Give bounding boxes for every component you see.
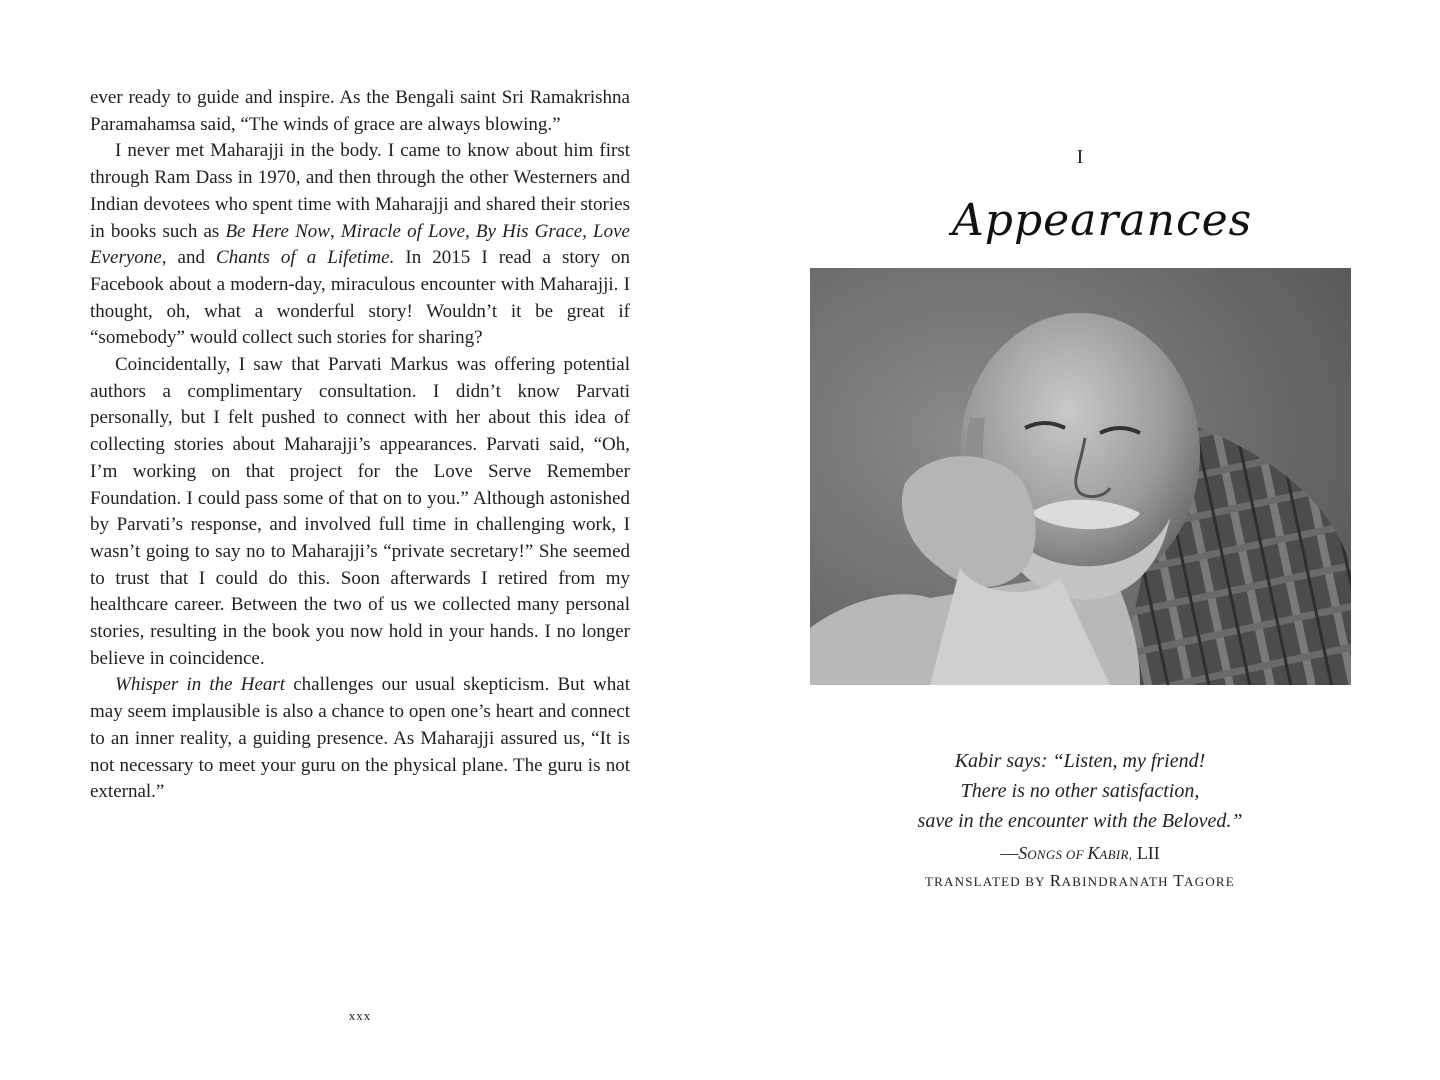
source-line: —SONGS OF KABIR, LII [1000,843,1160,863]
epigraph-line: There is no other satisfaction, [960,780,1200,802]
translator-line: TRANSLATED BY RABINDRANATH TAGORE [925,871,1235,890]
paragraph: Whisper in the Heart challenges our usual skepticism. But what may seem implausible is also a chance to open one’s heart and connect to an inner reality, a guiding presence. As Maharajji assured us, “It is not necessary to meet your guru on the physical plane. The guru is not external.” [90,674,630,803]
epigraph-line: save in the encounter with the Beloved.” [917,810,1243,832]
paragraph: ever ready to guide and inspire. As the Bengali saint Sri Ramakrishna Paramahamsa said, “The winds of grace are always blowing.” [90,87,630,135]
part-number: I [1076,146,1084,168]
epigraph-line: Kabir says: “Listen, my friend! [954,750,1206,772]
part-title-text: Appearances [952,195,1253,246]
epigraph-attribution [860,840,1300,895]
paragraph: Coincidentally, I saw that Parvati Markus was offering potential authors a complimentary consultation. I didn’t know Parvati personally, but I felt pushed to connect with her about this idea of collecting stories about Maharajji’s appearances. Parvati said, “Oh, I’m working on that project for the Love Serve Remember Foundation. I could pass some of that on to you.” Although astonished by Parvati’s response, and involved full time in challenging work, I wasn’t going to say no to Maharajji’s “private secretary!” She seemed to trust that I could do this. Soon afterwards I retired from my healthcare career. Between the two of us we collected many personal stories, resulting in the book you now hold in your hands. I no longer believe in coincidence. [90,354,630,669]
paragraph: I never met Maharajji in the body. I came to know about him first through Ram Dass in 1970, and then through the other Westerners and Indian devotees who spent time with Maharajji and shared their stories in books such as Be Here Now, Miracle of Love, By His Grace, Love Everyone, and Chants of a Lifetime. In 2015 I read a story on Facebook about a modern-day, miraculous encounter with Maharajji. I thought, oh, what a wonderful story! Wouldn’t it be great if “somebody” would collect such stories for sharing? [90,140,630,349]
portrait-photo [810,268,1351,685]
part-title [950,185,1253,265]
left-page-text [90,85,630,806]
page-number: xxx [348,1008,372,1023]
epigraph [860,746,1300,836]
